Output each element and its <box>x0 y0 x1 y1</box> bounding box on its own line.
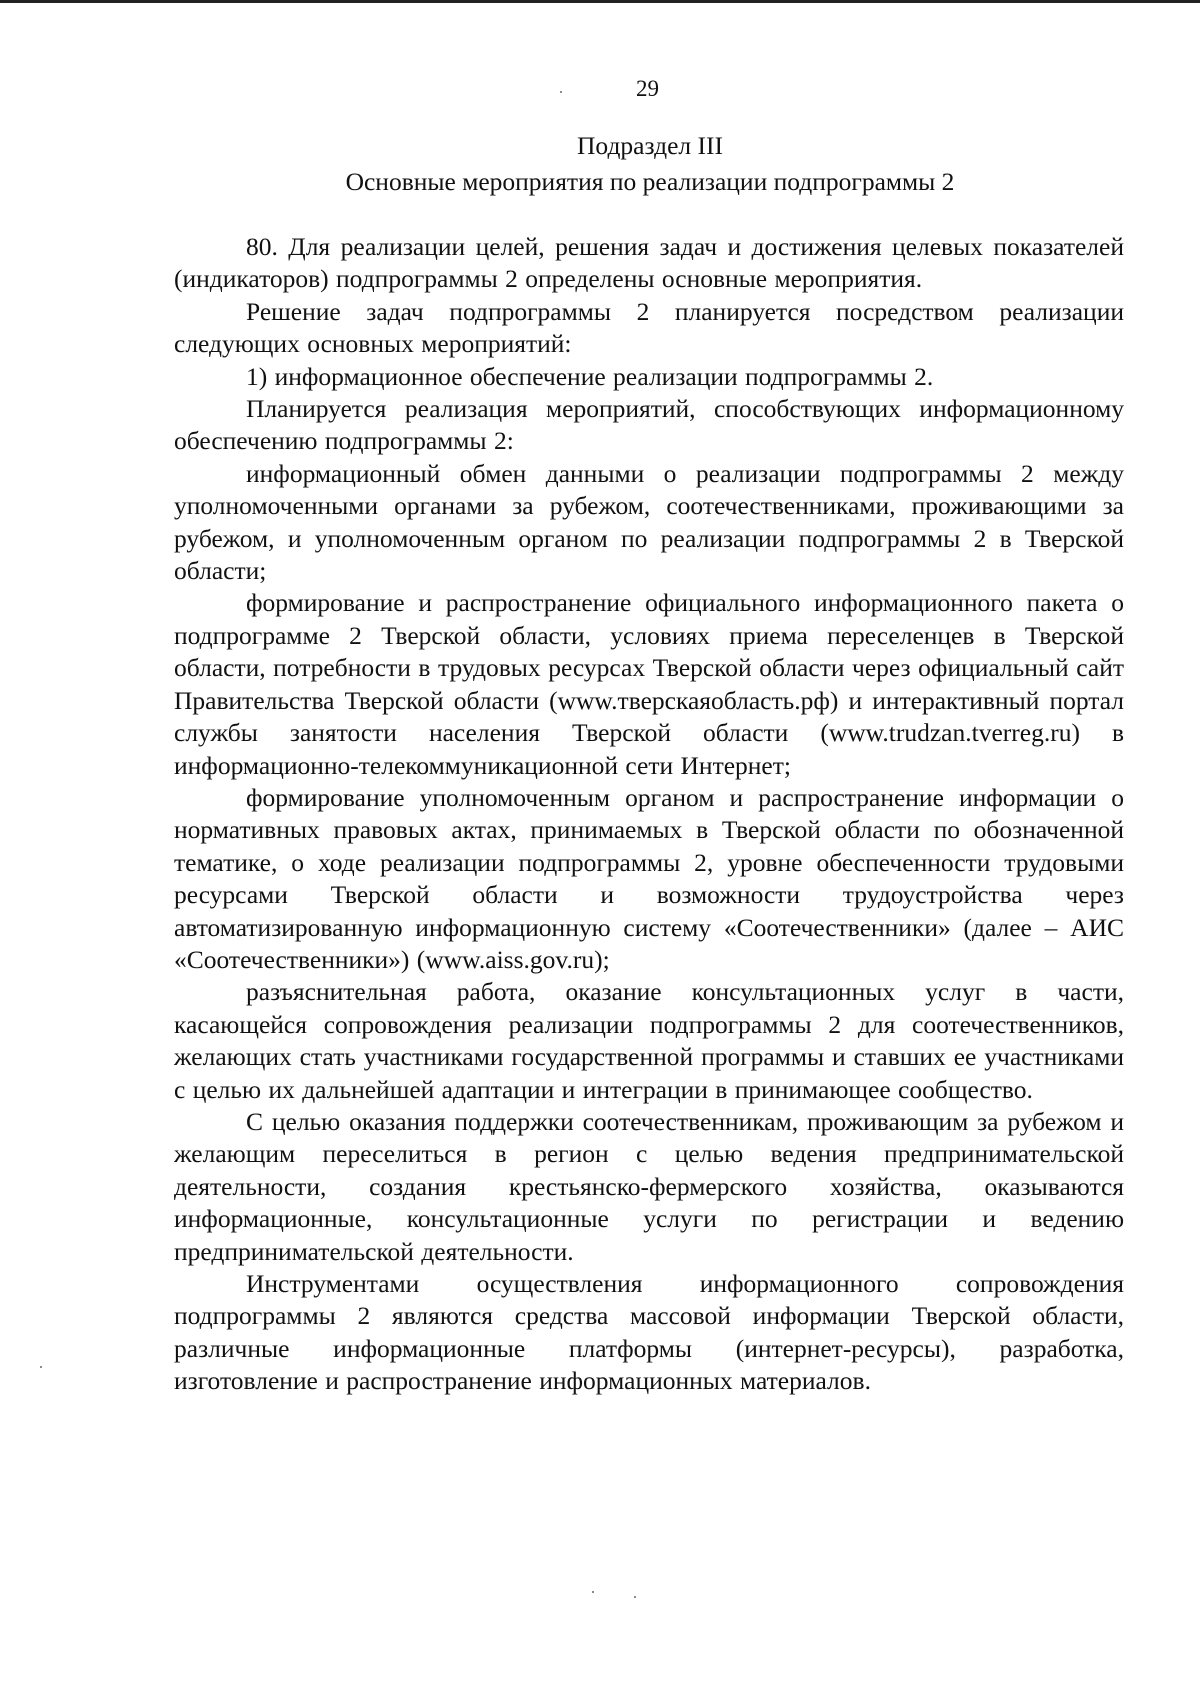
document-body <box>174 231 1124 1398</box>
scan-top-edge <box>0 0 1200 3</box>
paragraph: Планируется реализация мероприятий, способствующих информационному обеспечению подпрограммы 2: <box>174 394 1124 456</box>
paragraph: формирование уполномоченным органом и распространение информации о нормативных правовых актах, принимаемых в Тверской области по обозначенной тематике, о ходе реализации подпрограммы 2, уровне обеспеченности трудовыми ресурсами Тверской области и возможности трудоустройства через автоматизированную информационную систему «Соотечественники» (далее – АИС «Соотечественники») (www.aiss.gov.ru); <box>174 782 1124 974</box>
paragraph: формирование и распространение официального информационного пакета о подпрограмме 2 Тверской области, условиях приема переселенцев в Тверской области, потребности в трудовых ресурсах Тверской области через официальный сайт Правительства Тверской области (www.тверскаяобласть.рф) и интерактивный портал службы занятости населения Тверской области (www.trudzan.tverreg.ru) в информационно-телекоммуникационной сети Интернет; <box>174 588 1124 780</box>
paragraph: Решение задач подпрограммы 2 планируется посредством реализации следующих основных мероприятий: <box>174 296 1124 359</box>
paragraph: С целью оказания поддержки соотечественникам, проживающим за рубежом и желающим переселиться в регион с целью ведения предпринимательской деятельности, создания крестьянско-фермерского хозяйства, оказываются информационные, консультационные услуги по регистрации и ведению предпринимательской деятельности. <box>174 1106 1124 1266</box>
paragraph: информационный обмен данными о реализации подпрограммы 2 между уполномоченными органами за рубежом, соотечественниками, проживающими за рубежом, и уполномоченным органом по реализации подпрограммы 2 в Тверской области; <box>174 458 1124 586</box>
scan-speck <box>592 1591 594 1593</box>
paragraph: разъяснительная работа, оказание консультационных услуг в части, касающейся сопровождения реализации подпрограммы 2 для соотечественников, желающих стать участниками государственной программы и ставших ее участниками с целью их дальнейшей адаптации и интеграции в принимающее сообщество. <box>174 977 1124 1104</box>
page-number: 29 <box>636 76 659 101</box>
section-title: Основные мероприятия по реализации подпрограммы 2 <box>345 167 955 196</box>
scan-speck <box>40 1366 42 1368</box>
scan-speck <box>634 1596 636 1598</box>
subsection-label: Подраздел III <box>577 131 723 160</box>
scan-speck <box>560 91 562 93</box>
list-item-1: 1) информационное обеспечение реализации подпрограммы 2. <box>246 361 934 391</box>
paragraph-80: 80. Для реализации целей, решения задач и достижения целевых показателей (индикаторов) подпрограммы 2 определены основные мероприятия. <box>174 232 1124 294</box>
paragraph: Инструментами осуществления информационного сопровождения подпрограммы 2 являются средства массовой информации Тверской области, различные информационные платформы (интернет-ресурсы), разработка, изготовление и распространение информационных материалов. <box>174 1269 1124 1396</box>
